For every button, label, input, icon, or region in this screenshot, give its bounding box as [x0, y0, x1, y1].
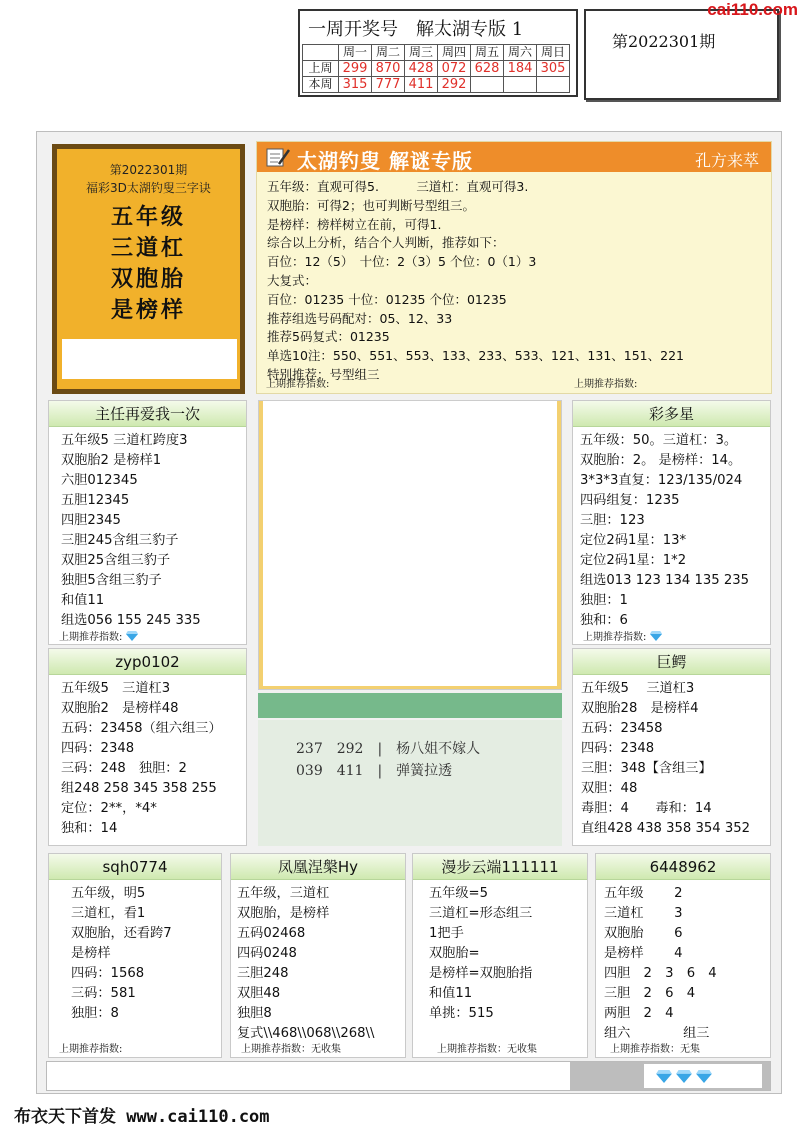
- bottom-bar: [46, 1061, 771, 1091]
- expert-line: 组选013 123 134 135 235: [580, 573, 749, 588]
- expert-line: 五年级，明5: [71, 886, 146, 901]
- expert-line: 独胆：8: [71, 1006, 119, 1021]
- weekly-draw-title: 一周开奖号 解太湖专版 1: [308, 19, 524, 40]
- expert-line: 五码：23458: [581, 721, 663, 736]
- expert-line: 五码：23458（组六组三）: [61, 721, 222, 736]
- puzzle-line: 双胞胎：可得2；也可判断号型组三。: [267, 197, 475, 213]
- day-header: 周日: [537, 45, 570, 61]
- draw-number: 628: [471, 61, 504, 77]
- expert-line: 双胞胎，是榜样: [237, 906, 330, 921]
- riddle-banner: [52, 144, 245, 394]
- row-label: 本周: [303, 77, 339, 93]
- expert-line: 毒胆：4 毒和：14: [581, 801, 712, 816]
- expert-line: 独胆：1: [580, 593, 628, 608]
- puzzle-line: 五年级：直观可得5. 三道杠：直观可得3.: [267, 179, 529, 194]
- expert-name: 6448962: [596, 854, 770, 880]
- expert-line: 独胆5含组三豹子: [61, 573, 162, 588]
- expert-line: 双胞胎2 是榜样1: [61, 453, 162, 468]
- expert-line: 五年级，三道杠: [237, 886, 330, 901]
- banner-blank-area: [62, 339, 237, 379]
- banner-subtitle: 福彩3D太湖钓叟三字诀: [86, 181, 211, 195]
- puzzle-rating-left: 上期推荐指数:: [266, 379, 330, 390]
- expert-body: [573, 427, 770, 631]
- day-header: 周四: [438, 45, 471, 61]
- expert-line: 四胆 2 3 6 4: [604, 966, 717, 981]
- draw-number: 292: [438, 77, 471, 93]
- expert-line: 三胆 2 6 4: [604, 986, 696, 1001]
- footer-site-text[interactable]: 布衣天下首发 www.cai110.com: [14, 1107, 270, 1126]
- diamond-icon: [656, 1070, 672, 1083]
- expert-line: 双胞胎 6: [604, 926, 683, 941]
- expert-line: 双胞胎28 是榜样4: [581, 701, 699, 716]
- bottom-gray-block: [570, 1062, 770, 1090]
- expert-card-e2: [572, 400, 771, 645]
- hint-lines-panel: [258, 720, 562, 846]
- riddle-words: [57, 202, 240, 326]
- expert-body: [49, 675, 246, 839]
- expert-line: 三道杠=形态组三: [429, 906, 533, 921]
- issue-panel: [584, 9, 779, 100]
- table-row: [303, 61, 570, 77]
- expert-line: 组选056 155 245 335: [61, 613, 201, 628]
- expert-line: 双胞胎：2。 是榜样：14。: [580, 453, 742, 468]
- expert-line: 三胆248: [237, 966, 289, 981]
- expert-card-e8: [595, 853, 771, 1058]
- expert-line: 双胞胎=: [429, 946, 480, 961]
- puzzle-line: 单选10注：550、551、553、133、233、533、121、131、151、221: [267, 348, 684, 364]
- expert-line: 和值11: [61, 593, 105, 608]
- center-blank-panel: [258, 400, 562, 690]
- diamond-icon: [696, 1070, 712, 1083]
- banner-issue: 第2022301期: [109, 163, 188, 177]
- expert-line: 独和：14: [61, 821, 118, 836]
- expert-line: 双胞胎2 是榜样48: [61, 701, 179, 716]
- expert-card-e5: [48, 853, 222, 1058]
- expert-line: 三道杠，看1: [71, 906, 146, 921]
- expert-line: 五年级5 三道杠3: [581, 681, 695, 696]
- expert-name: 彩多星: [573, 401, 770, 427]
- puzzle-line: 大复式：: [267, 272, 318, 288]
- day-header: 周二: [372, 45, 405, 61]
- riddle-word: 三道杠: [110, 235, 186, 261]
- draw-number: 777: [372, 77, 405, 93]
- expert-line: 两胆 2 4: [604, 1006, 674, 1021]
- day-header: 周五: [471, 45, 504, 61]
- expert-name: sqh0774: [49, 854, 221, 880]
- expert-line: 四码：2348: [581, 741, 655, 756]
- diamond-icon: [676, 1070, 692, 1083]
- puzzle-body: [257, 172, 771, 385]
- expert-name: 凤凰涅槃Hy: [231, 854, 405, 880]
- issue-number: 第2022301期: [612, 32, 716, 51]
- expert-card-e4: [572, 648, 771, 846]
- puzzle-panel: [256, 141, 772, 394]
- expert-card-e3: [48, 648, 247, 846]
- puzzle-line: 推荐5码复式：01235: [267, 329, 390, 345]
- riddle-word: 五年级: [110, 204, 186, 230]
- expert-name: 漫步云端111111: [413, 854, 587, 880]
- diamond-rating-row: [644, 1064, 762, 1088]
- expert-body: [49, 427, 246, 631]
- expert-line: 五胆12345: [61, 493, 130, 508]
- expert-rating: [583, 628, 662, 643]
- draw-number: 305: [537, 61, 570, 77]
- diamond-icon: [126, 631, 138, 641]
- riddle-banner-inner: [57, 149, 240, 389]
- expert-line: 3*3*3直复：123/135/024: [580, 473, 743, 488]
- expert-line: 复式\\468\\068\\268\\: [237, 1026, 375, 1041]
- expert-line: 三胆：123: [580, 513, 645, 528]
- expert-name: 巨鳄: [573, 649, 770, 675]
- expert-body: [49, 880, 221, 1024]
- expert-line: 三码：248 独胆：2: [61, 761, 187, 776]
- expert-rating: 上期推荐指数:: [59, 1044, 123, 1055]
- row-label: 上周: [303, 61, 339, 77]
- expert-line: 五年级5 三道杠跨度3: [61, 433, 188, 448]
- expert-line: 双胆48: [237, 986, 281, 1001]
- expert-line: 双胞胎，还看跨7: [71, 926, 172, 941]
- expert-name: zyp0102: [49, 649, 246, 675]
- expert-line: 五年级=5: [429, 886, 489, 901]
- expert-line: 定位2码1星：1*2: [580, 553, 687, 568]
- expert-line: 独和：6: [580, 613, 628, 628]
- expert-line: 定位：2**，*4*: [61, 801, 157, 816]
- expert-line: 三码：581: [71, 986, 136, 1001]
- puzzle-header: [257, 142, 771, 172]
- table-row: [303, 45, 570, 61]
- weekly-draw-table: [302, 44, 570, 93]
- expert-line: 定位2码1星：13*: [580, 533, 687, 548]
- expert-line: 三胆：348【含组三】: [581, 761, 712, 776]
- expert-card-e6: [230, 853, 406, 1058]
- day-header: 周六: [504, 45, 537, 61]
- weekly-draw-panel: [298, 9, 578, 97]
- puzzle-line: 特别推荐：号型组三: [267, 366, 380, 382]
- expert-line: 双胆25含组三豹子: [61, 553, 171, 568]
- expert-line: 六胆012345: [61, 473, 138, 488]
- diamond-icon: [650, 631, 662, 641]
- expert-line: 四码：2348: [61, 741, 135, 756]
- expert-line: 五年级：50。三道杠：3。: [580, 433, 738, 448]
- day-header: 周三: [405, 45, 438, 61]
- expert-line: 和值11: [429, 986, 473, 1001]
- table-corner: [303, 45, 339, 61]
- expert-body: [413, 880, 587, 1024]
- draw-number: 299: [339, 61, 372, 77]
- puzzle-author: 孔方来萃: [694, 151, 759, 170]
- expert-card-e7: [412, 853, 588, 1058]
- draw-number: 315: [339, 77, 372, 93]
- riddle-word: 双胞胎: [110, 266, 186, 292]
- expert-line: 直组428 438 358 354 352: [581, 821, 750, 836]
- expert-rating: 上期推荐指数：无收集: [241, 1044, 341, 1055]
- expert-line: 四码组复：1235: [580, 493, 680, 508]
- rating-label: 上期推荐指数:: [583, 632, 647, 643]
- center-green-bar: [258, 693, 562, 718]
- expert-rating: 上期推荐指数：无集: [610, 1044, 700, 1055]
- puzzle-line: 推荐组选号码配对：05、12、33: [267, 310, 453, 326]
- draw-number: 870: [372, 61, 405, 77]
- puzzle-line: 综合以上分析，结合个人判断，推荐如下：: [267, 235, 505, 251]
- expert-line: 五年级 2: [604, 886, 683, 901]
- expert-body: [231, 880, 405, 1044]
- expert-line: 三胆245含组三豹子: [61, 533, 179, 548]
- puzzle-rating-right: 上期推荐指数:: [574, 379, 638, 390]
- riddle-word: 是榜样: [110, 297, 186, 323]
- puzzle-line: 百位：12（5） 十位：2（3）5 个位：0（1）3: [267, 254, 537, 270]
- draw-number: [537, 77, 570, 93]
- draw-number: 411: [405, 77, 438, 93]
- table-row: [303, 77, 570, 93]
- day-header: 周一: [339, 45, 372, 61]
- draw-number: 428: [405, 61, 438, 77]
- puzzle-line: 百位：01235 十位：01235 个位：01235: [267, 291, 507, 307]
- expert-line: 组248 258 345 358 255: [61, 781, 217, 796]
- puzzle-line: 是榜样：榜样树立在前，可得1.: [267, 216, 442, 232]
- expert-card-e1: [48, 400, 247, 645]
- expert-line: 四码0248: [237, 946, 297, 961]
- expert-line: 双胆：48: [581, 781, 638, 796]
- expert-line: 四码：1568: [71, 966, 145, 981]
- draw-number: [471, 77, 504, 93]
- expert-line: 是榜样=双胞胎指: [429, 966, 533, 981]
- expert-rating: 上期推荐指数：无收集: [437, 1044, 537, 1055]
- rating-label: 上期推荐指数:: [59, 632, 123, 643]
- hint-lines: 237 292 | 杨八姐不嫁人 039 411 | 弹簧拉透: [296, 741, 481, 779]
- site-logo[interactable]: cai110.com: [707, 0, 798, 19]
- puzzle-title: 太湖钓叟 解谜专版: [297, 149, 473, 173]
- expert-body: [596, 880, 770, 1044]
- expert-line: 是榜样 4: [604, 946, 683, 961]
- expert-line: 三道杠 3: [604, 906, 683, 921]
- expert-name: 主任再爱我一次: [49, 401, 246, 427]
- expert-line: 五年级5 三道杠3: [61, 681, 171, 696]
- expert-body: [573, 675, 770, 839]
- expert-line: 是榜样: [71, 946, 111, 961]
- draw-number: 184: [504, 61, 537, 77]
- notepad-pen-icon: [265, 146, 291, 168]
- expert-line: 四胆2345: [61, 513, 121, 528]
- expert-line: 1把手: [429, 926, 464, 941]
- expert-line: 独胆8: [237, 1006, 272, 1021]
- draw-number: [504, 77, 537, 93]
- draw-number: 072: [438, 61, 471, 77]
- expert-line: 组六 组三: [604, 1026, 710, 1041]
- expert-rating: [59, 628, 138, 643]
- expert-line: 单挑：515: [429, 1006, 494, 1021]
- expert-line: 五码02468: [237, 926, 306, 941]
